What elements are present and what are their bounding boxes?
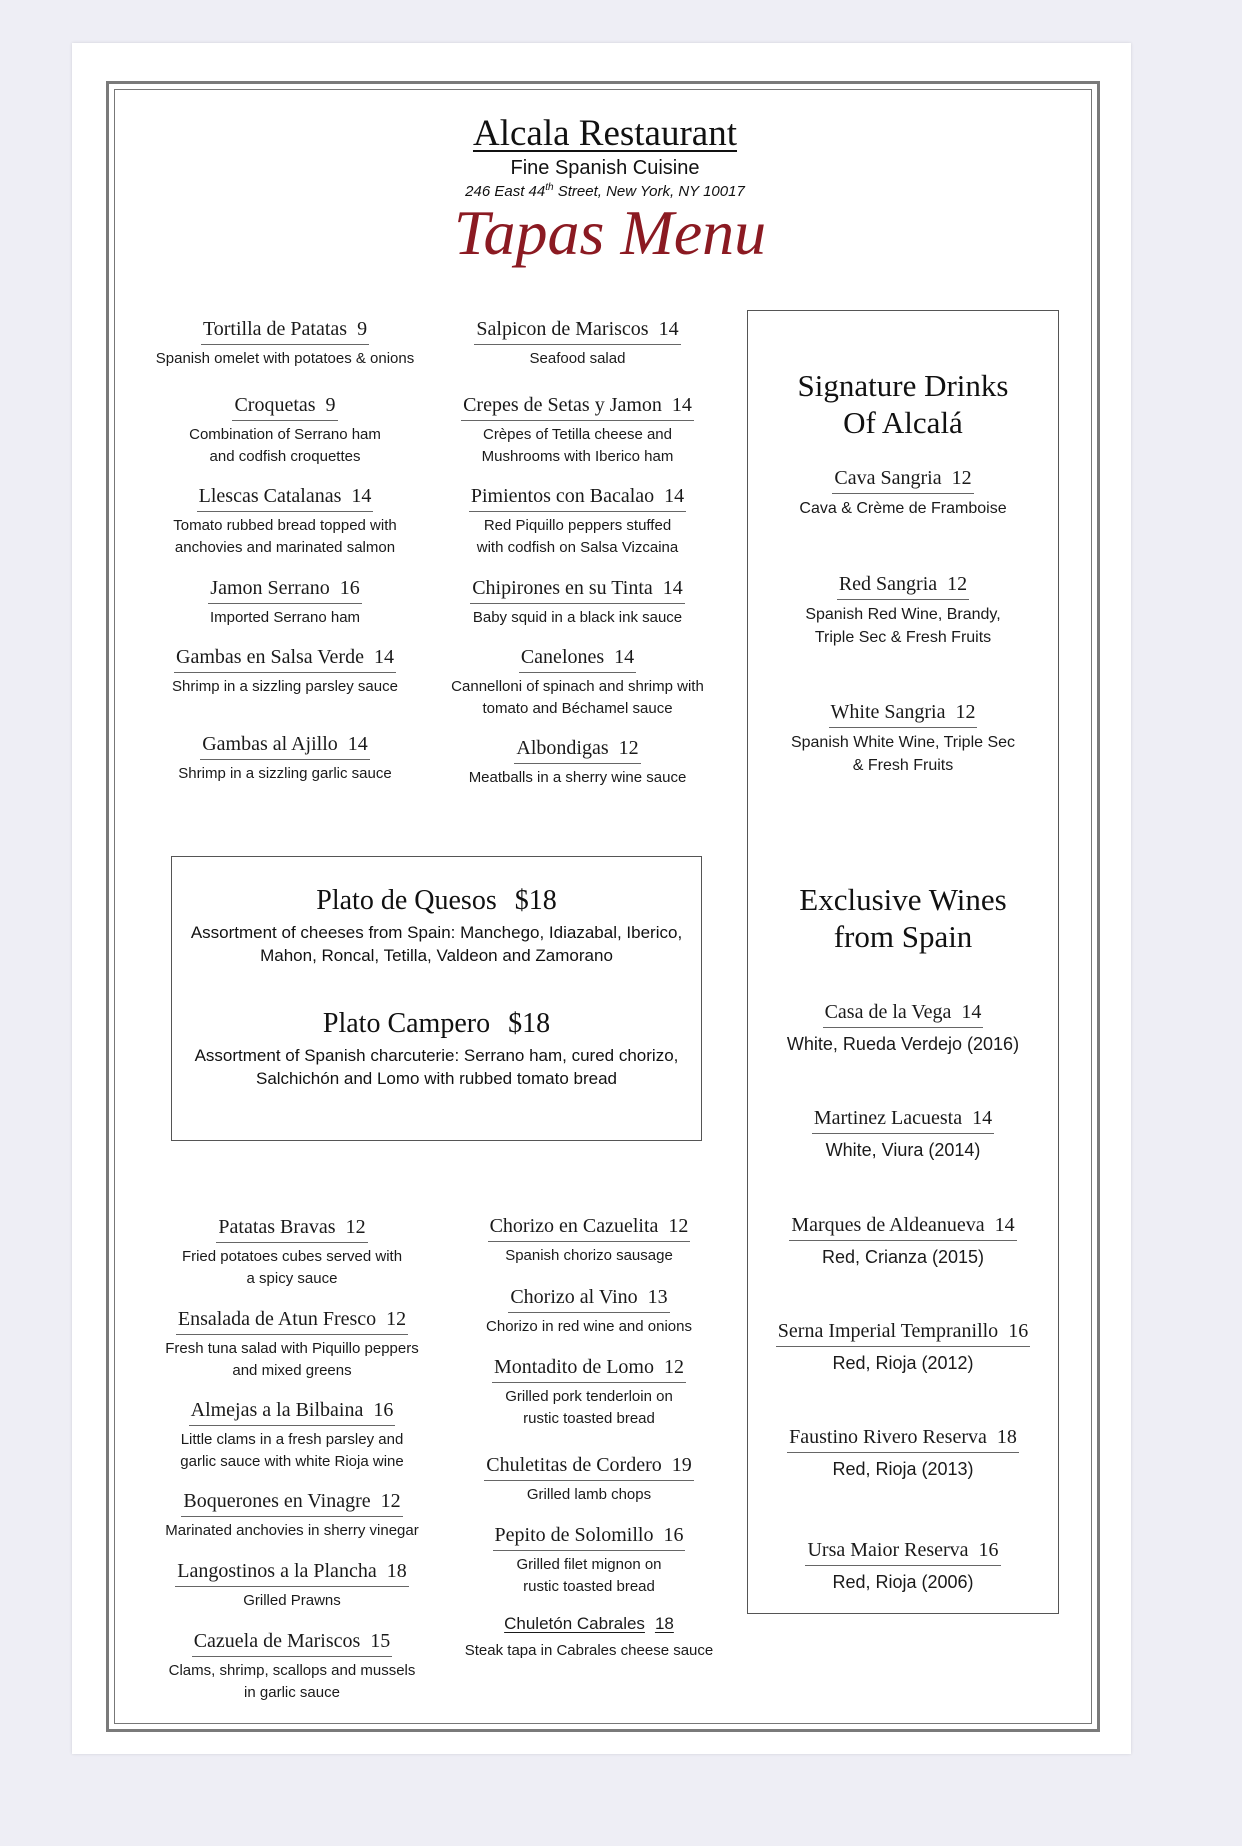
item-name xyxy=(232,394,337,421)
item-title: Montadito de Lomo xyxy=(494,1356,654,1378)
menu-item xyxy=(748,467,1058,520)
item-title: Cazuela de Mariscos xyxy=(193,1630,361,1652)
drinks-heading: Signature Drinks Of Alcalá xyxy=(797,368,1009,440)
platter-campero xyxy=(172,1008,701,1090)
item-description xyxy=(748,1351,1058,1375)
description-line: Red, Rioja (2006) xyxy=(832,1572,974,1592)
menu-item xyxy=(748,1426,1058,1481)
item-name xyxy=(492,1356,686,1383)
description-line: Meatballs in a sherry wine sauce xyxy=(468,769,687,786)
item-price: 12 xyxy=(345,1216,366,1238)
item-title: Marques de Aldeanueva xyxy=(791,1214,985,1236)
item-price: 15 xyxy=(370,1630,391,1652)
item-name xyxy=(484,1454,694,1481)
platters-box xyxy=(171,856,702,1141)
item-title: Almejas a la Bilbaina xyxy=(190,1399,364,1421)
item-price: 18 xyxy=(654,1614,674,1633)
platter-name: Plato Campero $18 xyxy=(322,1008,551,1039)
item-title: Crepes de Setas y Jamon xyxy=(463,394,662,416)
description-line: Imported Serrano ham xyxy=(209,609,361,626)
description-line: Clams, shrimp, scallops and mussels xyxy=(168,1662,416,1679)
item-description xyxy=(440,515,715,559)
description-line: rustic toasted bread xyxy=(523,1410,655,1427)
item-title: White Sangria xyxy=(830,701,946,723)
menu-item xyxy=(748,1539,1058,1594)
menu-item xyxy=(140,646,430,698)
item-title: Salpicon de Mariscos xyxy=(476,318,649,340)
item-title: Albondigas xyxy=(516,737,609,759)
item-name xyxy=(208,577,361,604)
platter-description: Assortment of Spanish charcuterie: Serrano ham, cured chorizo, Salchichón and Lomo with rubbed tomato bread xyxy=(194,1046,679,1088)
item-description xyxy=(440,607,715,629)
item-price: 16 xyxy=(339,577,360,599)
item-name xyxy=(469,485,686,512)
description-line: tomato and Béchamel sauce xyxy=(482,700,673,717)
item-price: 16 xyxy=(978,1539,999,1561)
item-title: Ursa Maior Reserva xyxy=(807,1539,969,1561)
item-description xyxy=(440,424,715,468)
menu-item xyxy=(140,733,430,785)
item-price: 12 xyxy=(618,737,639,759)
description-line: Baby squid in a black ink sauce xyxy=(472,609,683,626)
description-line: Spanish Red Wine, Brandy, xyxy=(805,606,1001,623)
menu-item xyxy=(150,1560,434,1612)
item-title: Llescas Catalanas xyxy=(198,485,342,507)
item-description xyxy=(150,1660,434,1704)
item-name xyxy=(174,646,396,673)
item-description xyxy=(440,676,715,720)
item-price: 12 xyxy=(955,701,976,723)
address-suffix: th xyxy=(545,182,554,193)
item-price: 9 xyxy=(357,318,368,340)
item-title: Chuletón Cabrales xyxy=(504,1614,645,1633)
item-description xyxy=(748,497,1058,520)
item-name xyxy=(514,737,640,764)
menu-item xyxy=(448,1356,730,1430)
description-line: Grilled pork tenderloin on xyxy=(505,1388,673,1405)
item-title: Casa de la Vega xyxy=(824,1001,952,1023)
description-line: Red Piquillo peppers stuffed xyxy=(483,517,672,534)
platter-quesos xyxy=(172,885,701,967)
description-line: Fresh tuna salad with Piquillo peppers xyxy=(165,1340,419,1357)
item-title: Martinez Lacuesta xyxy=(813,1107,963,1129)
item-name xyxy=(181,1490,402,1517)
description-line: Cava & Crème de Framboise xyxy=(799,500,1007,517)
menu-item xyxy=(448,1454,730,1506)
description-line: Red, Crianza (2015) xyxy=(821,1247,985,1267)
item-price: 12 xyxy=(947,573,968,595)
description-line: a spicy sauce xyxy=(246,1270,338,1287)
item-description xyxy=(140,515,430,559)
description-line: anchovies and marinated salmon xyxy=(174,539,396,556)
menu-item xyxy=(150,1308,434,1382)
item-price: 16 xyxy=(1008,1320,1029,1342)
item-name xyxy=(493,1524,686,1551)
item-title: Tortilla de Patatas xyxy=(202,318,348,340)
item-name xyxy=(519,646,636,673)
item-name xyxy=(823,1001,984,1028)
item-description xyxy=(440,348,715,370)
description-line: White, Rueda Verdejo (2016) xyxy=(786,1034,1020,1054)
item-price: 9 xyxy=(325,394,336,416)
address-rest: Street, New York, NY 10017 xyxy=(553,183,745,200)
description-line: Chorizo in red wine and onions xyxy=(486,1318,692,1335)
menu-item xyxy=(440,646,715,720)
menu-item xyxy=(140,577,430,629)
menu-header xyxy=(400,112,810,200)
description-line: Red, Rioja (2013) xyxy=(832,1459,974,1479)
description-line: garlic sauce with white Rioja wine xyxy=(180,1453,404,1470)
item-description xyxy=(748,1457,1058,1481)
description-line: Marinated anchovies in sherry vinegar xyxy=(165,1522,419,1539)
item-title: Boquerones en Vinagre xyxy=(183,1490,371,1512)
menu-item xyxy=(150,1216,434,1290)
item-price: 12 xyxy=(668,1215,689,1237)
item-name xyxy=(461,394,694,421)
menu-item xyxy=(448,1614,730,1662)
description-line: White, Viura (2014) xyxy=(825,1140,981,1160)
menu-item xyxy=(150,1630,434,1704)
menu-item xyxy=(748,1320,1058,1375)
description-line: & Fresh Fruits xyxy=(852,757,954,774)
description-line: and codfish croquettes xyxy=(209,448,361,465)
item-name xyxy=(829,701,978,728)
item-price: 12 xyxy=(663,1356,684,1378)
menu-item xyxy=(440,394,715,468)
wines-heading: Exclusive Wines from Spain xyxy=(799,882,1007,954)
item-name xyxy=(189,1399,396,1426)
item-title: Serna Imperial Tempranillo xyxy=(777,1320,999,1342)
item-name xyxy=(805,1539,1000,1566)
menu-item xyxy=(440,485,715,559)
item-name xyxy=(176,1308,408,1335)
drinks-wines-box xyxy=(747,310,1059,1614)
item-price: 12 xyxy=(386,1308,407,1330)
item-name xyxy=(216,1216,367,1243)
menu-item xyxy=(440,577,715,629)
item-name xyxy=(201,318,369,345)
menu-item xyxy=(448,1524,730,1598)
item-title: Chorizo al Vino xyxy=(510,1286,638,1308)
description-line: with codfish on Salsa Vizcaina xyxy=(476,539,679,556)
menu-item xyxy=(448,1215,730,1267)
item-price: 12 xyxy=(380,1490,401,1512)
menu-item xyxy=(748,1214,1058,1269)
description-line: Spanish chorizo sausage xyxy=(505,1247,673,1264)
item-name xyxy=(502,1614,676,1637)
item-title: Canelones xyxy=(520,646,605,668)
menu-item xyxy=(140,318,430,370)
description-line: Combination of Serrano ham xyxy=(189,426,381,443)
description-line: Crèpes of Tetilla cheese and xyxy=(482,426,672,443)
description-line: Little clams in a fresh parsley and xyxy=(180,1431,404,1448)
item-title: Croquetas xyxy=(234,394,316,416)
description-line: Tomato rubbed bread topped with xyxy=(173,517,397,534)
item-price: 14 xyxy=(658,318,679,340)
menu-item xyxy=(448,1286,730,1338)
item-title: Ensalada de Atun Fresco xyxy=(177,1308,377,1330)
item-price: 12 xyxy=(951,467,972,489)
menu-item xyxy=(748,1001,1058,1056)
item-price: 19 xyxy=(671,1454,692,1476)
item-description xyxy=(748,731,1058,777)
item-title: Gambas en Salsa Verde xyxy=(176,646,364,668)
platter-description: Assortment of cheeses from Spain: Manchego, Idiazabal, Iberico, Mahon, Roncal, Tetilla, Valdeon and Zamorano xyxy=(190,923,683,965)
description-line: Shrimp in a sizzling garlic sauce xyxy=(178,765,392,782)
item-title: Patatas Bravas xyxy=(218,1216,336,1238)
item-description xyxy=(448,1484,730,1506)
description-line: Spanish omelet with potatoes & onions xyxy=(155,350,415,367)
item-name xyxy=(812,1107,994,1134)
item-description xyxy=(150,1590,434,1612)
item-name xyxy=(787,1426,1019,1453)
menu-item xyxy=(748,701,1058,777)
item-name xyxy=(175,1560,408,1587)
description-line: and mixed greens xyxy=(232,1362,352,1379)
menu-item xyxy=(140,485,430,559)
description-line: Grilled lamb chops xyxy=(526,1486,652,1503)
item-name xyxy=(197,485,374,512)
item-description xyxy=(748,603,1058,649)
description-line: Shrimp in a sizzling parsley sauce xyxy=(172,678,398,695)
menu-item xyxy=(150,1399,434,1473)
item-description xyxy=(150,1520,434,1542)
item-price: 14 xyxy=(347,733,368,755)
item-description xyxy=(448,1554,730,1598)
item-description xyxy=(140,424,430,468)
item-name xyxy=(192,1630,393,1657)
item-name xyxy=(488,1215,691,1242)
restaurant-name: Alcala Restaurant xyxy=(472,113,738,154)
item-name xyxy=(776,1320,1030,1347)
item-description xyxy=(150,1338,434,1382)
item-title: Gambas al Ajillo xyxy=(202,733,338,755)
item-price: 14 xyxy=(614,646,635,668)
item-price: 14 xyxy=(373,646,394,668)
item-price: 14 xyxy=(351,485,372,507)
item-description xyxy=(448,1316,730,1338)
menu-item xyxy=(748,1107,1058,1162)
item-name xyxy=(789,1214,1016,1241)
item-description xyxy=(150,1246,434,1290)
platter-name: Plato de Quesos $18 xyxy=(316,885,557,916)
description-line: Grilled filet mignon on xyxy=(516,1556,662,1573)
description-line: Mushrooms with Iberico ham xyxy=(481,448,674,465)
menu-item xyxy=(150,1490,434,1542)
item-description xyxy=(440,767,715,789)
description-line: Cannelloni of spinach and shrimp with xyxy=(451,678,704,695)
item-price: 13 xyxy=(647,1286,668,1308)
item-price: 16 xyxy=(663,1524,684,1546)
item-title: Chuletitas de Cordero xyxy=(486,1454,662,1476)
item-name xyxy=(832,467,973,494)
menu-item xyxy=(440,737,715,789)
item-description xyxy=(448,1386,730,1430)
description-line: Triple Sec & Fresh Fruits xyxy=(814,629,992,646)
item-price: 18 xyxy=(386,1560,407,1582)
description-line: Red, Rioja (2012) xyxy=(832,1353,974,1373)
item-description xyxy=(448,1245,730,1267)
description-line: Seafood salad xyxy=(529,350,626,367)
item-description xyxy=(140,676,430,698)
item-price: 16 xyxy=(373,1399,394,1421)
item-title: Faustino Rivero Reserva xyxy=(789,1426,987,1448)
item-description xyxy=(140,607,430,629)
address-number: 246 East 44 xyxy=(465,183,546,200)
description-line: Spanish White Wine, Triple Sec xyxy=(790,734,1016,751)
item-price: 14 xyxy=(671,394,692,416)
item-description xyxy=(748,1245,1058,1269)
item-title: Langostinos a la Plancha xyxy=(177,1560,377,1582)
item-price: 14 xyxy=(664,485,685,507)
item-price: 14 xyxy=(972,1107,993,1129)
item-description xyxy=(140,348,430,370)
restaurant-tagline: Fine Spanish Cuisine xyxy=(510,157,700,179)
description-line: rustic toasted bread xyxy=(523,1578,655,1595)
item-title: Chipirones en su Tinta xyxy=(472,577,653,599)
item-price: 14 xyxy=(961,1001,982,1023)
item-name xyxy=(837,573,969,600)
item-title: Pepito de Solomillo xyxy=(494,1524,654,1546)
item-description xyxy=(150,1429,434,1473)
item-description xyxy=(748,1032,1058,1056)
menu-item xyxy=(440,318,715,370)
menu-item xyxy=(140,394,430,468)
item-price: 14 xyxy=(662,577,683,599)
menu-item xyxy=(748,573,1058,649)
description-line: in garlic sauce xyxy=(244,1684,340,1701)
description-line: Fried potatoes cubes served with xyxy=(181,1248,403,1265)
item-description xyxy=(448,1640,730,1662)
item-title: Chorizo en Cazuelita xyxy=(489,1215,659,1237)
item-price: 18 xyxy=(996,1426,1017,1448)
menu-title: Tapas Menu xyxy=(453,197,767,268)
item-title: Red Sangria xyxy=(838,573,938,595)
item-description xyxy=(748,1570,1058,1594)
item-name xyxy=(474,318,680,345)
item-title: Cava Sangria xyxy=(834,467,942,489)
item-name xyxy=(470,577,685,604)
item-name xyxy=(508,1286,669,1313)
item-name xyxy=(200,733,370,760)
item-price: 14 xyxy=(994,1214,1015,1236)
item-title: Pimientos con Bacalao xyxy=(470,485,655,507)
item-description xyxy=(140,763,430,785)
description-line: Grilled Prawns xyxy=(243,1592,341,1609)
item-title: Jamon Serrano xyxy=(210,577,330,599)
description-line: Steak tapa in Cabrales cheese sauce xyxy=(464,1642,714,1659)
item-description xyxy=(748,1138,1058,1162)
